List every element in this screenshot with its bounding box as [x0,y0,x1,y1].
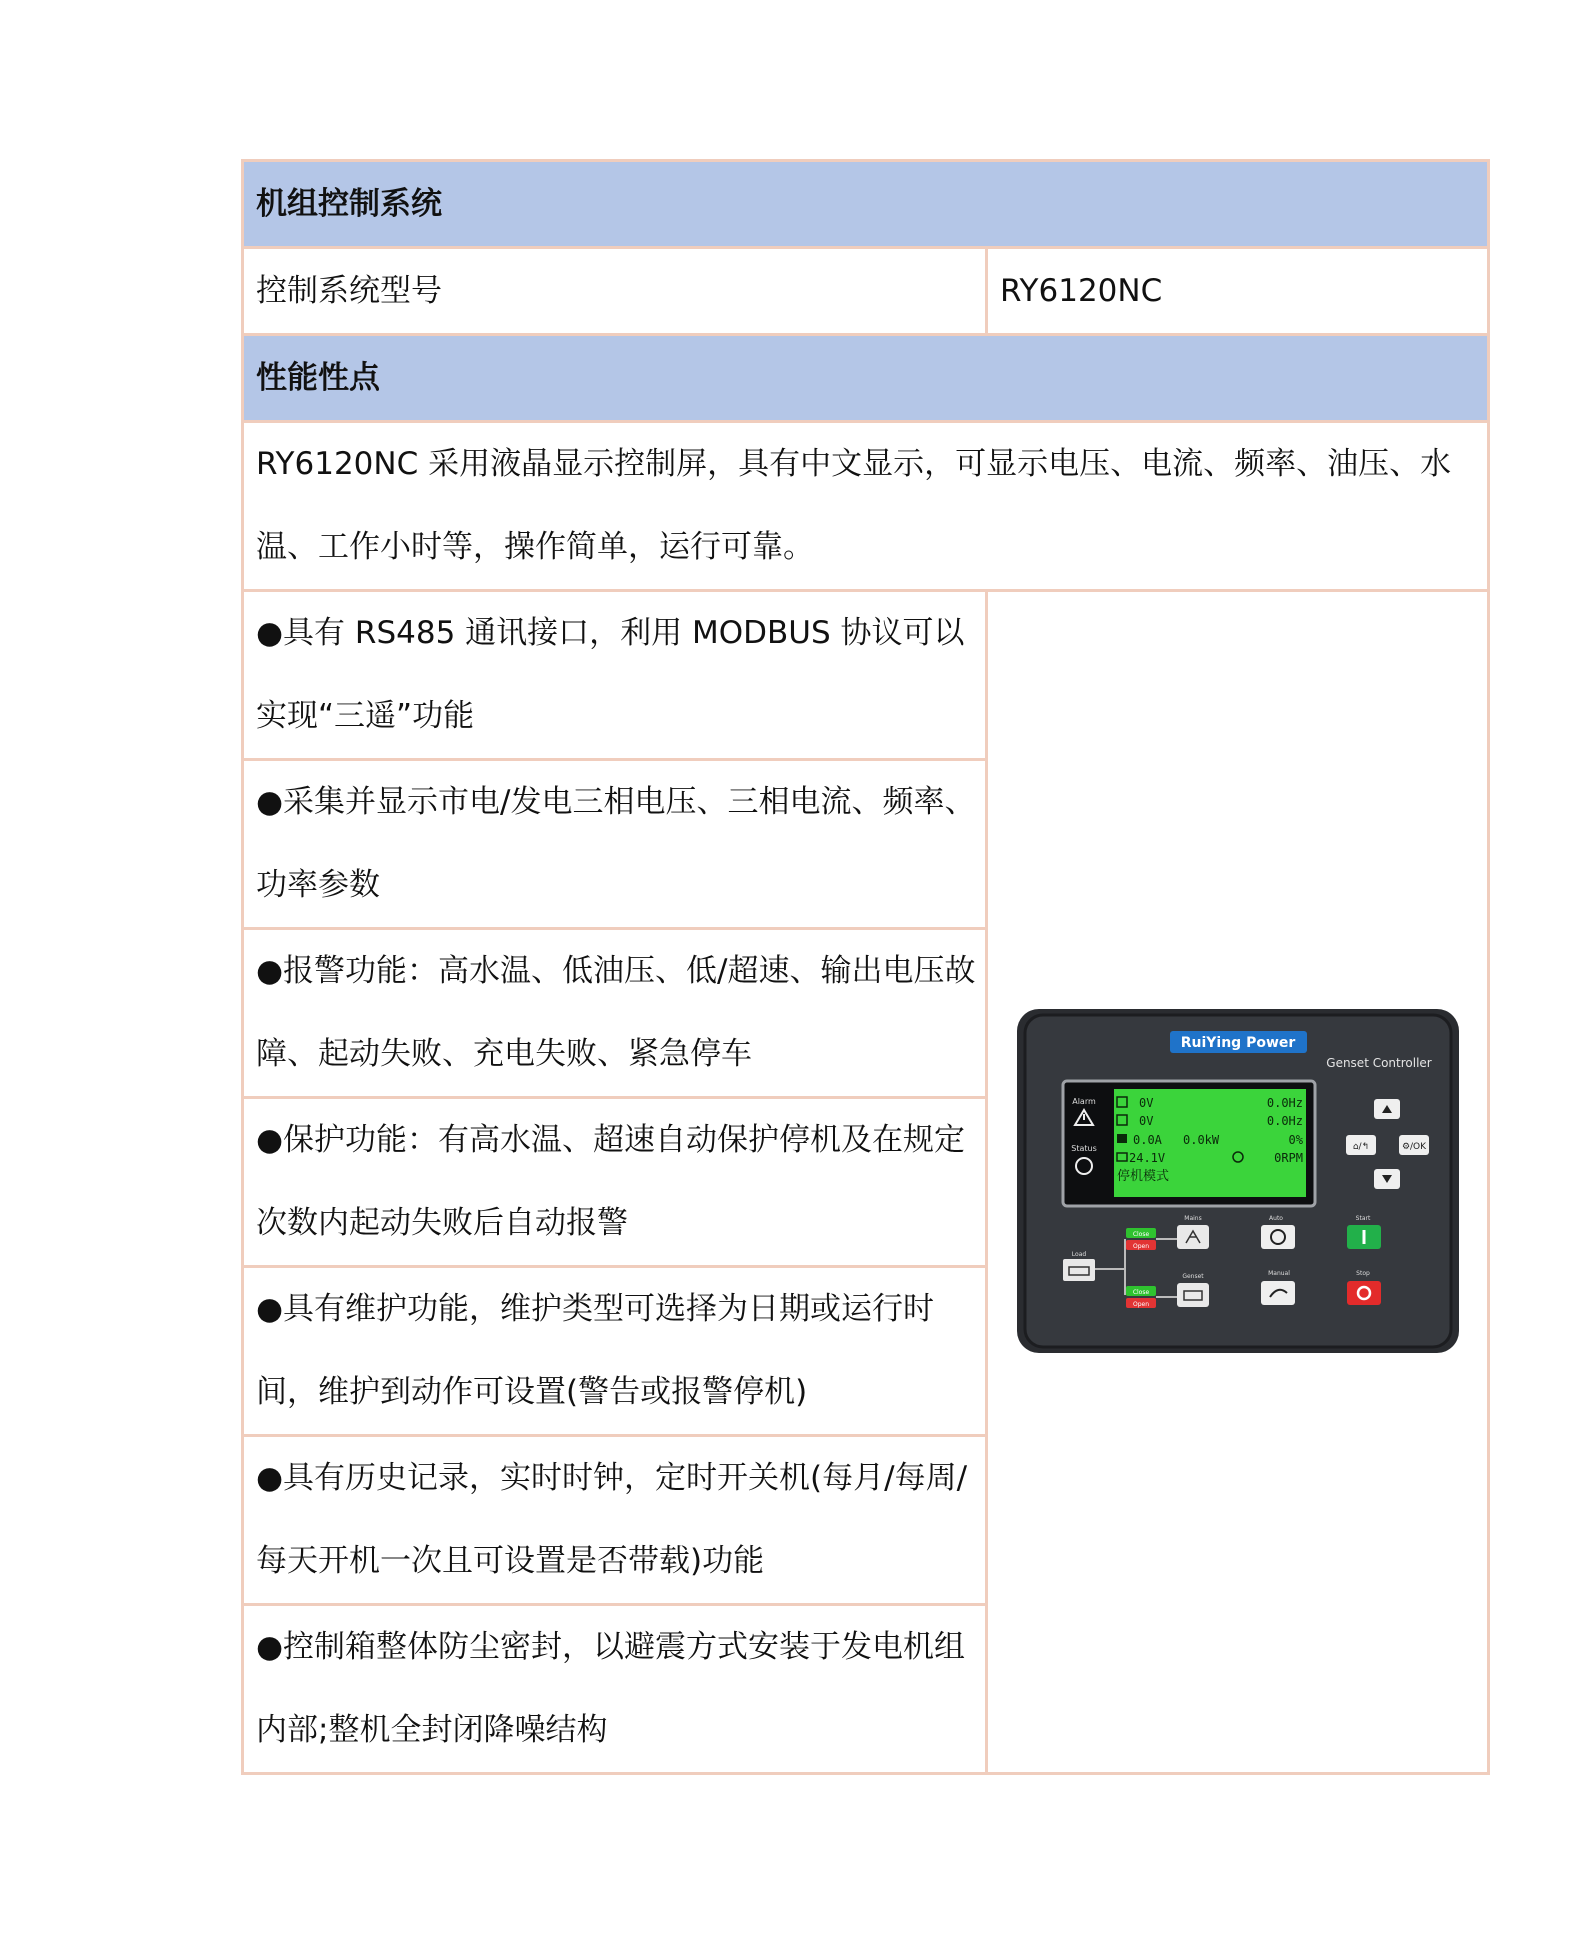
manual-label: Manual [1267,1270,1290,1277]
model-value: RY6120NC [987,248,1489,335]
status-label: Status [1070,1144,1097,1153]
genset-label: Genset [1181,1273,1204,1280]
feature-item: ●保护功能：有高水温、超速自动保护停机及在规定次数内起动失败后自动报警 [243,1098,987,1267]
auto-button[interactable] [1261,1225,1295,1249]
svg-text:Open: Open [1132,1301,1149,1308]
genset-button[interactable] [1177,1283,1209,1307]
alarm-label: Alarm [1071,1097,1096,1106]
feature-item: ●具有维护功能，维护类型可选择为日期或运行时间，维护到动作可设置(警告或报警停机) [243,1267,987,1436]
svg-text:Open: Open [1132,1243,1149,1250]
stop-button[interactable] [1347,1281,1381,1305]
home-back-icon: ⌂/↰ [1352,1142,1369,1152]
feature-item: ●控制箱整体防尘密封，以避震方式安装于发电机组内部;整机全封闭降噪结构 [243,1605,987,1774]
lcd-row4-a: 24.1V [1128,1151,1165,1165]
lcd-row2-left: 0V [1138,1114,1153,1128]
lcd-row5: 停机模式 [1116,1169,1169,1184]
load-lcd-icon [1117,1134,1127,1143]
lcd-row3-c: 0% [1288,1133,1303,1147]
feature-item: ●采集并显示市电/发电三相电压、三相电流、频率、功率参数 [243,760,987,929]
spec-table [241,159,1490,1775]
model-label: 控制系统型号 [243,248,987,335]
description-paragraph: RY6120NC 采用液晶显示控制屏，具有中文显示，可显示电压、电流、频率、油压、水温、工作小时等，操作简单，运行可靠。 [243,422,1489,591]
svg-text:Close: Close [1132,1289,1149,1296]
lcd-row4-c: 0RPM [1273,1151,1303,1165]
lcd-row3-a: 0.0A [1132,1133,1162,1147]
feature-item: ●具有 RS485 通讯接口，利用 MODBUS 协议可以实现“三遥”功能 [243,591,987,760]
auto-label: Auto [1268,1215,1283,1222]
stop-label: Stop [1355,1270,1370,1277]
genset-controller-image [1011,1003,1465,1361]
svg-text:Close: Close [1132,1231,1149,1238]
mains-label: Mains [1183,1215,1202,1222]
start-label: Start [1355,1215,1370,1222]
controller-subtitle: Genset Controller [1325,1056,1432,1070]
feature-item: ●报警功能：高水温、低油压、低/超速、输出电压故障、起动失败、充电失败、紧急停车 [243,929,987,1098]
load-label: Load [1071,1251,1086,1258]
ok-label: ⚙/OK [1401,1142,1426,1152]
manual-button[interactable] [1261,1281,1295,1305]
section-title-control-system: 机组控制系统 [243,161,1489,248]
lcd-row3-b: 0.0kW [1182,1133,1219,1147]
lcd-row2-right: 0.0Hz [1266,1114,1303,1128]
lcd-row1-right: 0.0Hz [1266,1096,1303,1110]
load-indicator [1063,1259,1095,1281]
feature-item: ●具有历史记录，实时时钟，定时开关机(每月/每周/每天开机一次且可设置是否带载)功能 [243,1436,987,1605]
controller-image-cell [987,591,1489,1774]
brand-label: RuiYing Power [1180,1035,1295,1051]
lcd-row1-left: 0V [1138,1096,1153,1110]
section-title-features: 性能性点 [243,335,1489,422]
